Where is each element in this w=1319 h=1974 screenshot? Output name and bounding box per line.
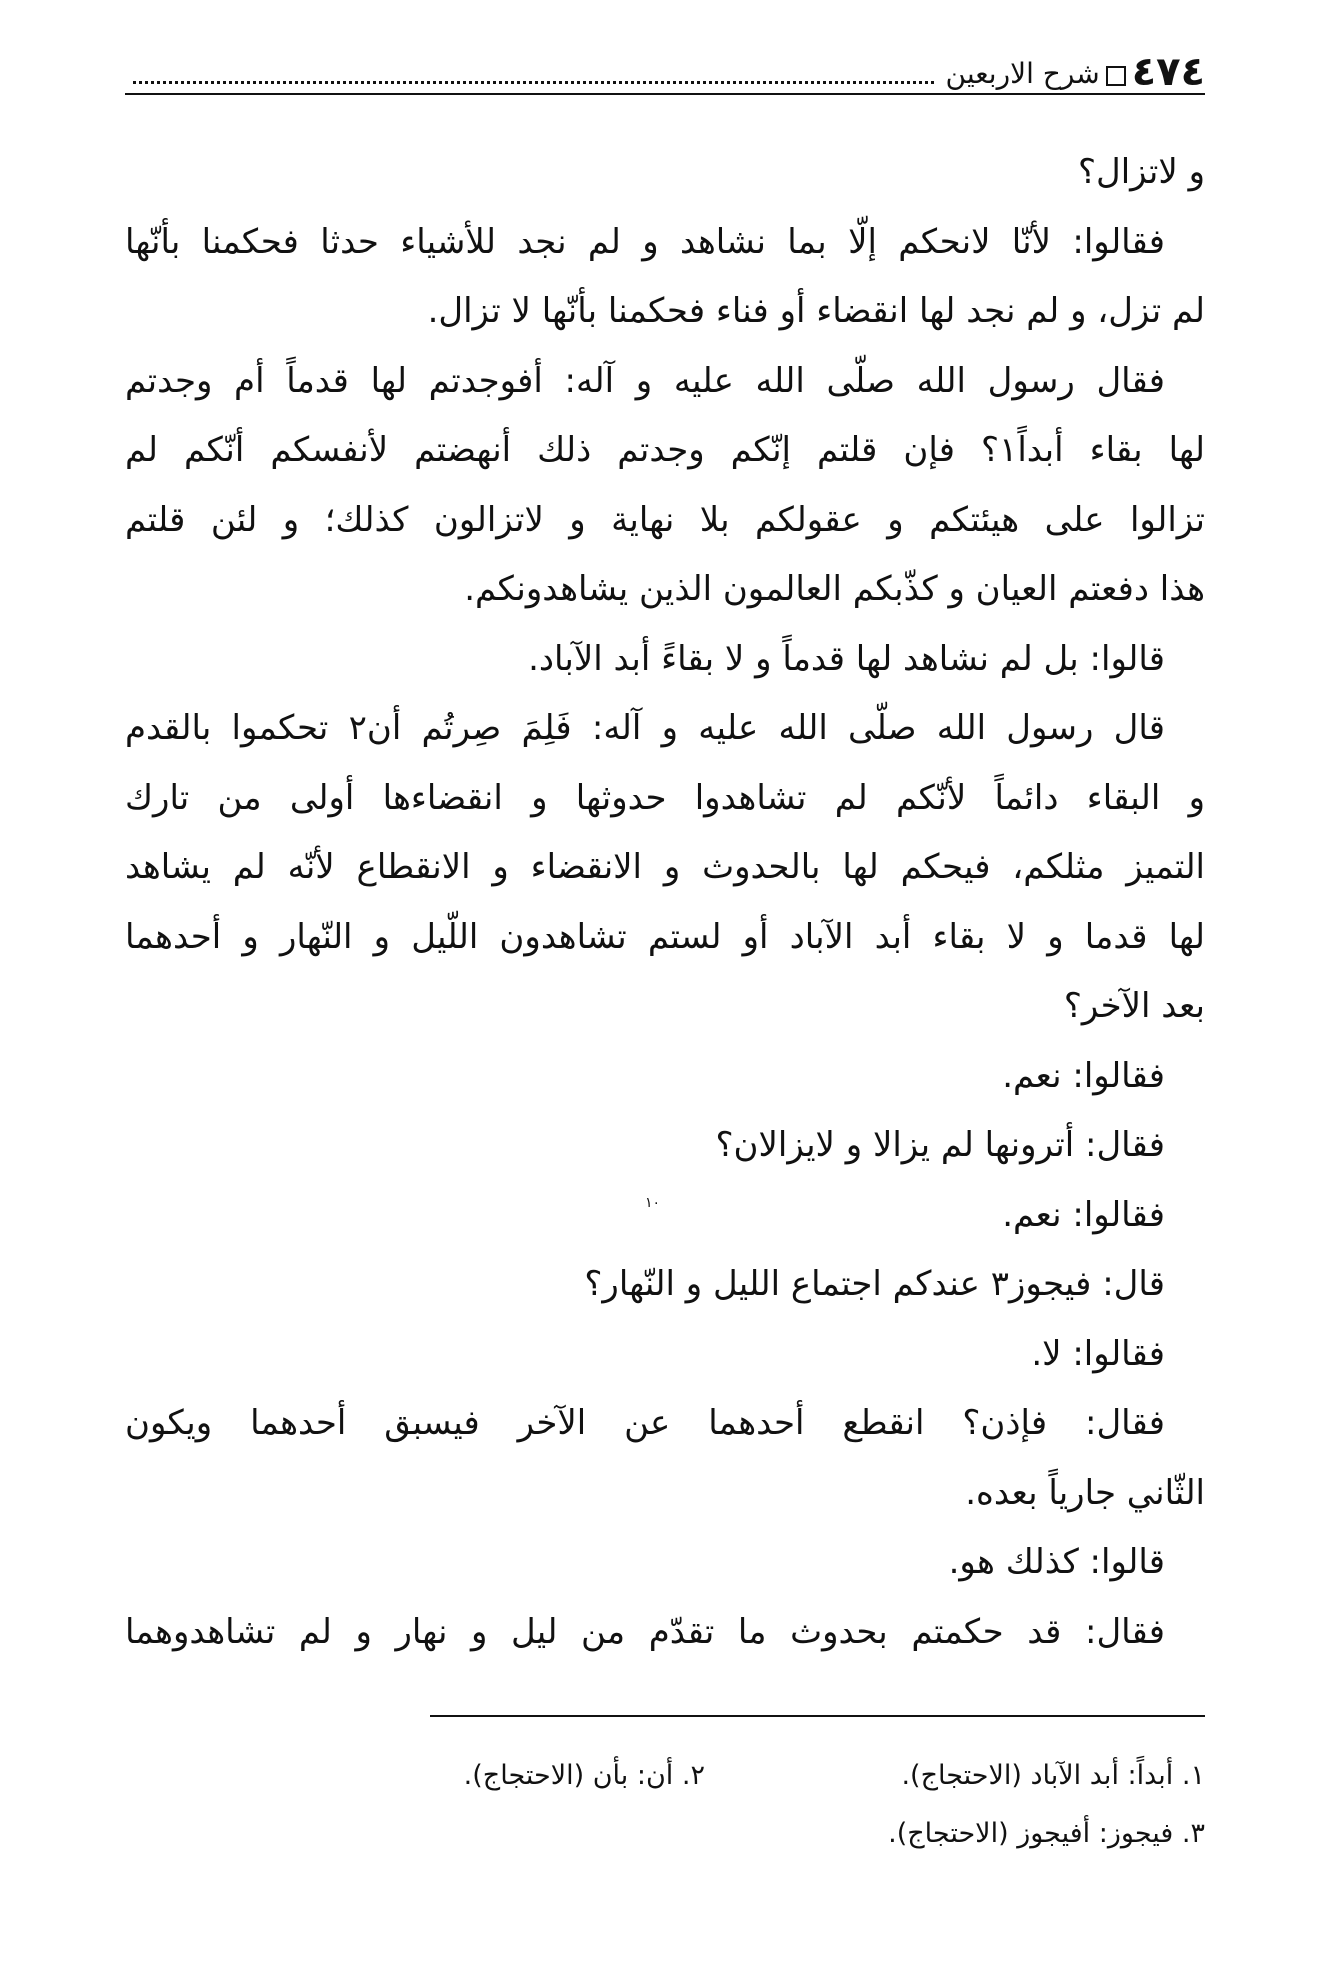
book-title: شرح الاربعين <box>945 57 1100 90</box>
dotted-leader <box>133 81 934 84</box>
footnote-2: ٢. أن: بأن (الاحتجاج). <box>463 1760 705 1791</box>
footnotes <box>125 1747 1205 1863</box>
main-text <box>125 138 1205 1667</box>
footnote-divider <box>430 1715 1205 1717</box>
stray-mark: ١٠ <box>645 1195 661 1211</box>
text-line: لم تزل، و لم نجد لها انقضاء أو فناء فحكمنا بأنّها لا تزال. <box>427 291 1205 331</box>
text-line: قال رسول الله صلّى الله عليه و آله: فَلِمَ صِرتُم أن٢ تحكموا بالقدم <box>125 708 1165 748</box>
text-line: فقالوا: نعم. <box>1002 1055 1165 1096</box>
text-line: التميز مثلكم، فيحكم لها بالحدوث و الانقضاء و الانقطاع لأنّه لم يشاهد <box>125 847 1205 887</box>
text-line: قالوا: بل لم نشاهد لها قدماً و لا بقاءً أبد الآباد. <box>528 638 1165 679</box>
text-line: و البقاء دائماً لأنّكم لم تشاهدوا حدوثها و انقضاءها أولى من تارك <box>125 777 1205 818</box>
footnote-row <box>125 1747 1205 1805</box>
text-line: فقال: قد حكمتم بحدوث ما تقدّم من ليل و نهار و لم تشاهدوهما <box>125 1611 1165 1652</box>
text-line: تزالوا على هيئتكم و عقولكم بلا نهاية و لاتزالون كذلك؛ و لئن قلتم <box>125 499 1205 540</box>
running-header <box>125 42 1205 95</box>
text-line: قالوا: كذلك هو. <box>948 1542 1165 1582</box>
text-line: فقالوا: لأنّا لانحكم إلّا بما نشاهد و لم نجد للأشياء حدثا فحكمنا بأنّها <box>125 221 1165 262</box>
text-line: قال: فيجوز٣ عندكم اجتماع الليل و النّهار؟ <box>584 1264 1165 1304</box>
text-line: لها بقاء أبداً١؟ فإن قلتم إنّكم وجدتم ذلك أنهضتم لأنفسكم أنّكم لم <box>125 430 1205 470</box>
text-line: الثّاني جارياً بعده. <box>965 1472 1205 1513</box>
footnote-3: ٣. فيجوز: أفيجوز (الاحتجاج). <box>888 1818 1205 1849</box>
footnote-1: ١. أبداً: أبد الآباد (الاحتجاج). <box>901 1760 1205 1791</box>
footnote-row <box>125 1805 1205 1863</box>
text-line: فقالوا: نعم. <box>1002 1194 1165 1235</box>
text-line: فقال رسول الله صلّى الله عليه و آله: أفوجدتم لها قدماً أم وجدتم <box>125 360 1165 401</box>
text-line: لها قدما و لا بقاء أبد الآباد أو لستم تشاهدون اللّيل و النّهار و أحدهما <box>125 916 1205 957</box>
text-line: و لاتزال؟ <box>1077 152 1205 192</box>
page-number: ٤٧٤ <box>1131 49 1205 95</box>
header-divider <box>125 93 1205 95</box>
text-line: فقال: أترونها لم يزالا و لايزالان؟ <box>715 1125 1165 1165</box>
text-line: فقالوا: لا. <box>1031 1333 1165 1374</box>
text-line: هذا دفعتم العيان و كذّبكم العالمون الذين يشاهدونكم. <box>464 569 1205 609</box>
text-line: فقال: فإذن؟ انقطع أحدهما عن الآخر فيسبق أحدهما ويكون <box>125 1403 1165 1443</box>
square-ornament-icon <box>1106 66 1126 86</box>
text-line: بعد الآخر؟ <box>1063 986 1205 1026</box>
